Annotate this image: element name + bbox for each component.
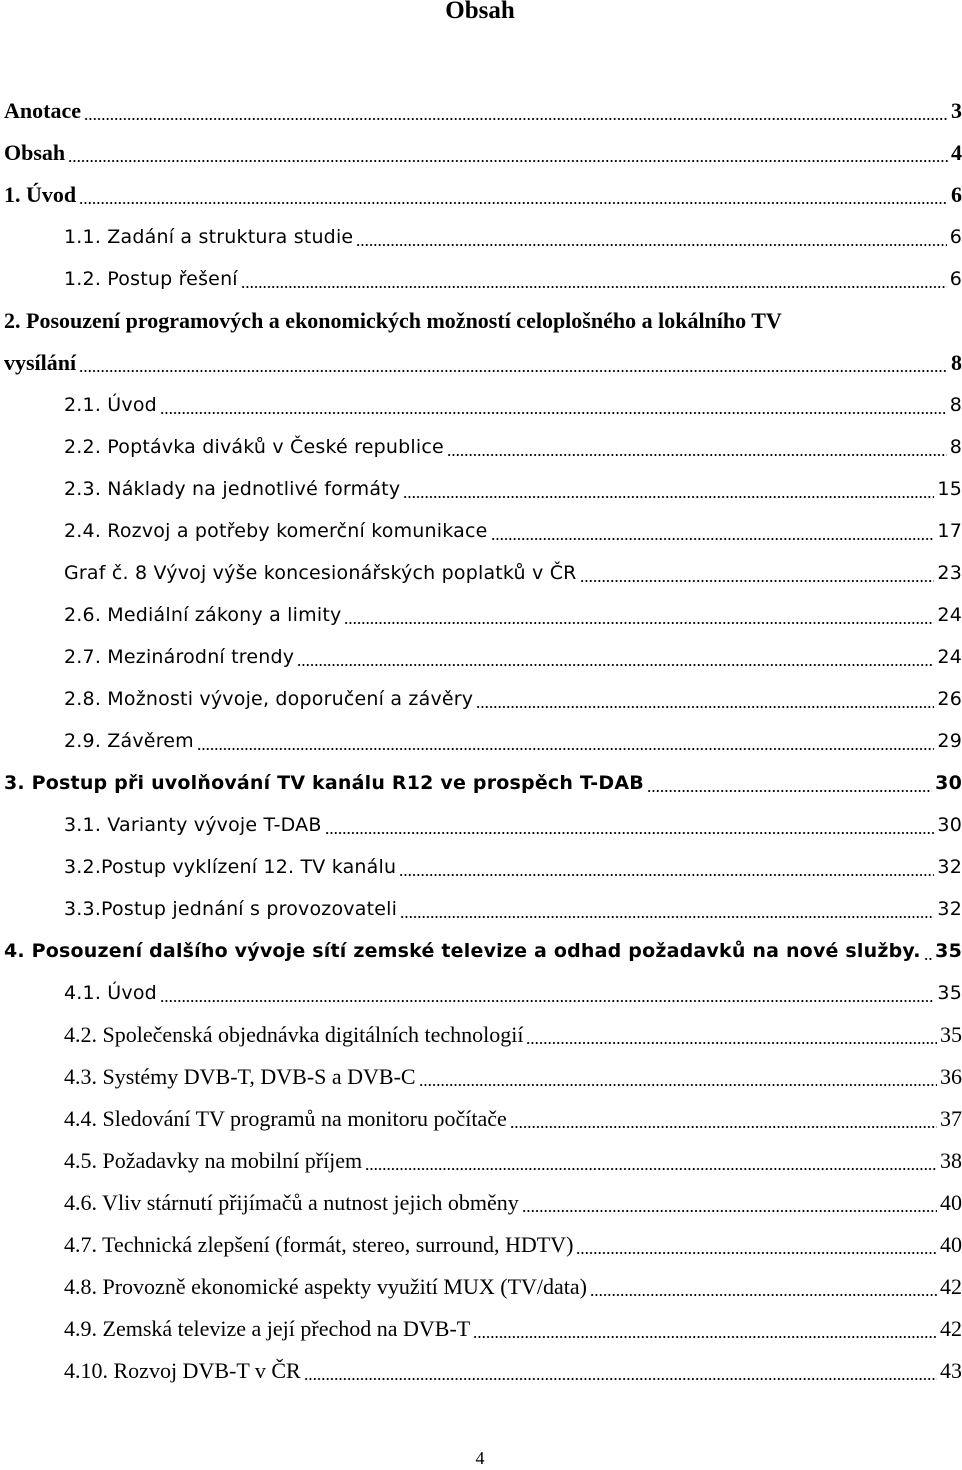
toc-entry-4[interactable]	[0, 930, 962, 972]
toc-entry-4-7[interactable]	[0, 1224, 962, 1266]
toc-entry-label: 2.9. Závěrem	[64, 730, 194, 752]
toc-entry-label: Graf č. 8 Vývoj výše koncesionářských poplatků v ČR	[64, 562, 577, 584]
toc-entry-label: 3. Postup při uvolňování TV kanálu R12 ve prospěch T-DAB	[4, 772, 644, 794]
toc-entry-2-8[interactable]	[0, 678, 962, 720]
dot-leader	[447, 438, 947, 460]
toc-entry-page: 6	[949, 268, 962, 290]
toc-entry-page: 37	[940, 1106, 962, 1131]
toc-entry-page: 40	[940, 1232, 962, 1257]
toc-entry-3-3[interactable]	[0, 888, 962, 930]
toc-entry-1-uvod[interactable]	[0, 174, 962, 216]
toc-entry-2-1[interactable]	[0, 384, 962, 426]
dot-leader	[400, 900, 934, 922]
toc-entry-label: 4.6. Vliv stárnutí přijímačů a nutnost jejich obměny	[64, 1190, 519, 1215]
toc-entry-2-4[interactable]	[0, 510, 962, 552]
toc-entry-page: 38	[940, 1148, 962, 1173]
toc-entry-obsah[interactable]	[0, 132, 962, 174]
toc-entry-label: 4.4. Sledování TV programů na monitoru počítače	[64, 1106, 507, 1131]
toc-entry-label: 2.8. Možnosti vývoje, doporučení a závěry	[64, 688, 474, 710]
dot-leader	[576, 1236, 937, 1258]
toc-entry-2-2[interactable]	[0, 426, 962, 468]
toc-entry-page: 32	[937, 856, 962, 878]
toc-entry-label: 2.7. Mezinárodní trendy	[64, 646, 295, 668]
toc-entry-label: 4.2. Společenská objednávka digitálních technologií	[64, 1022, 524, 1047]
toc-entry-page: 23	[937, 562, 962, 584]
dot-leader	[304, 1362, 937, 1384]
toc-entry-label: 3.3.Postup jednání s provozovateli	[64, 898, 398, 920]
toc-entry-label: 4.1. Úvod	[64, 982, 157, 1004]
toc-entry-label: 4. Posouzení dalšího vývoje sítí zemské televize a odhad požadavků na nové služby.	[4, 940, 921, 962]
toc-entry-label: 2.4. Rozvoj a potřeby komerční komunikace	[64, 520, 488, 542]
toc-entry-2-7[interactable]	[0, 636, 962, 678]
toc-entry-page: 24	[937, 646, 962, 668]
dot-leader	[399, 858, 934, 880]
toc-entry-page: 30	[935, 772, 962, 794]
dot-leader	[356, 228, 946, 250]
toc-entry-2-9[interactable]	[0, 720, 962, 762]
toc-entry-graf-8[interactable]	[0, 552, 962, 594]
toc-entry-page: 26	[937, 688, 962, 710]
page-number: 4	[475, 1448, 485, 1468]
dot-leader	[522, 1194, 937, 1216]
dot-leader	[419, 1068, 937, 1090]
toc-entry-2-3[interactable]	[0, 468, 962, 510]
dot-leader	[647, 774, 932, 796]
dot-leader	[590, 1278, 937, 1300]
toc-entry-label: 1.2. Postup řešení	[64, 268, 238, 290]
dot-leader	[526, 1026, 937, 1048]
dot-leader	[197, 732, 935, 754]
toc-entry-page: 8	[951, 350, 962, 375]
toc-entry-label: 3.1. Varianty vývoje T-DAB	[64, 814, 322, 836]
toc-entry-page: 24	[937, 604, 962, 626]
toc-entry-1-2[interactable]	[0, 258, 962, 300]
toc-entry-3-2[interactable]	[0, 846, 962, 888]
toc-entry-page: 32	[937, 898, 962, 920]
toc-entry-page: 15	[937, 478, 962, 500]
dot-leader	[491, 522, 935, 544]
toc-entry-page: 35	[935, 940, 962, 962]
toc-entry-page: 35	[940, 1022, 962, 1047]
toc-entry-label: 4.7. Technická zlepšení (formát, stereo, surround, HDTV)	[64, 1232, 574, 1257]
toc-entry-page: 30	[937, 814, 962, 836]
dot-leader	[160, 984, 934, 1006]
toc-entry-page: 6	[949, 226, 962, 248]
toc-entry-label: 3.2.Postup vyklízení 12. TV kanálu	[64, 856, 397, 878]
dot-leader	[473, 1320, 937, 1342]
toc-entry-3[interactable]	[0, 762, 962, 804]
toc-entry-4-10[interactable]	[0, 1350, 962, 1392]
toc-entry-page: 42	[940, 1274, 962, 1299]
dot-leader	[325, 816, 935, 838]
toc-entry-label: 2.3. Náklady na jednotlivé formáty	[64, 478, 401, 500]
toc-entry-page: 17	[937, 520, 962, 542]
dot-leader	[344, 606, 934, 628]
dot-leader	[84, 102, 948, 124]
toc-entry-label: 4.10. Rozvoj DVB-T v ČR	[64, 1358, 301, 1383]
dot-leader	[403, 480, 934, 502]
toc-entry-page: 43	[940, 1358, 962, 1383]
toc-entry-page: 6	[951, 182, 962, 207]
toc-entry-label: 2.1. Úvod	[64, 394, 157, 416]
dot-leader	[476, 690, 934, 712]
toc-entry-4-2[interactable]	[0, 1014, 962, 1056]
toc-entry-label: 1. Úvod	[4, 182, 77, 207]
toc-entry-page: 4	[951, 140, 962, 165]
table-of-contents	[0, 90, 962, 1392]
toc-entry-label: 1.1. Zadání a struktura studie	[64, 226, 354, 248]
toc-entry-label-line1: 2. Posouzení programových a ekonomických možností celoplošného a lokálního TV	[4, 308, 782, 333]
toc-entry-label: 2.2. Poptávka diváků v České republice	[64, 436, 444, 458]
toc-entry-label: 2.6. Mediální zákony a limity	[64, 604, 342, 626]
toc-entry-label: 4.8. Provozně ekonomické aspekty využití MUX (TV/data)	[64, 1274, 587, 1299]
dot-leader	[365, 1152, 937, 1174]
toc-entry-3-1[interactable]	[0, 804, 962, 846]
toc-entry-page: 36	[940, 1064, 962, 1089]
toc-entry-page: 35	[937, 982, 962, 1004]
dot-leader	[160, 396, 947, 418]
dot-leader	[297, 648, 934, 670]
toc-entry-label-line2: vysílání	[4, 350, 77, 375]
dot-leader	[241, 270, 947, 292]
toc-entry-page: 8	[949, 436, 962, 458]
toc-entry-page: 40	[940, 1190, 962, 1215]
dot-leader	[924, 942, 932, 964]
toc-entry-page: 3	[951, 98, 962, 123]
toc-entry-1-1[interactable]	[0, 216, 962, 258]
toc-entry-4-5[interactable]	[0, 1140, 962, 1182]
toc-entry-label: 4.9. Zemská televize a její přechod na DVB-T	[64, 1316, 471, 1341]
toc-entry-label: Obsah	[4, 140, 66, 165]
toc-entry-anotace[interactable]	[0, 90, 962, 132]
dot-leader	[68, 144, 948, 166]
toc-entry-4-6[interactable]	[0, 1182, 962, 1224]
dot-leader	[79, 186, 948, 208]
page-title: Obsah	[445, 0, 515, 24]
dot-leader	[580, 564, 935, 586]
toc-entry-4-3[interactable]	[0, 1056, 962, 1098]
toc-entry-label: Anotace	[4, 98, 81, 123]
toc-entry-4-9[interactable]	[0, 1308, 962, 1350]
dot-leader	[79, 354, 948, 376]
toc-entry-4-4[interactable]	[0, 1098, 962, 1140]
toc-entry-2[interactable]	[0, 300, 962, 384]
toc-entry-page: 29	[937, 730, 962, 752]
toc-entry-page: 42	[940, 1316, 962, 1341]
toc-entry-2-6[interactable]	[0, 594, 962, 636]
toc-entry-label: 4.5. Požadavky na mobilní příjem	[64, 1148, 363, 1173]
toc-entry-page: 8	[949, 394, 962, 416]
toc-entry-4-8[interactable]	[0, 1266, 962, 1308]
toc-entry-label: 4.3. Systémy DVB-T, DVB-S a DVB-C	[64, 1064, 416, 1089]
toc-entry-4-1[interactable]	[0, 972, 962, 1014]
dot-leader	[510, 1110, 937, 1132]
